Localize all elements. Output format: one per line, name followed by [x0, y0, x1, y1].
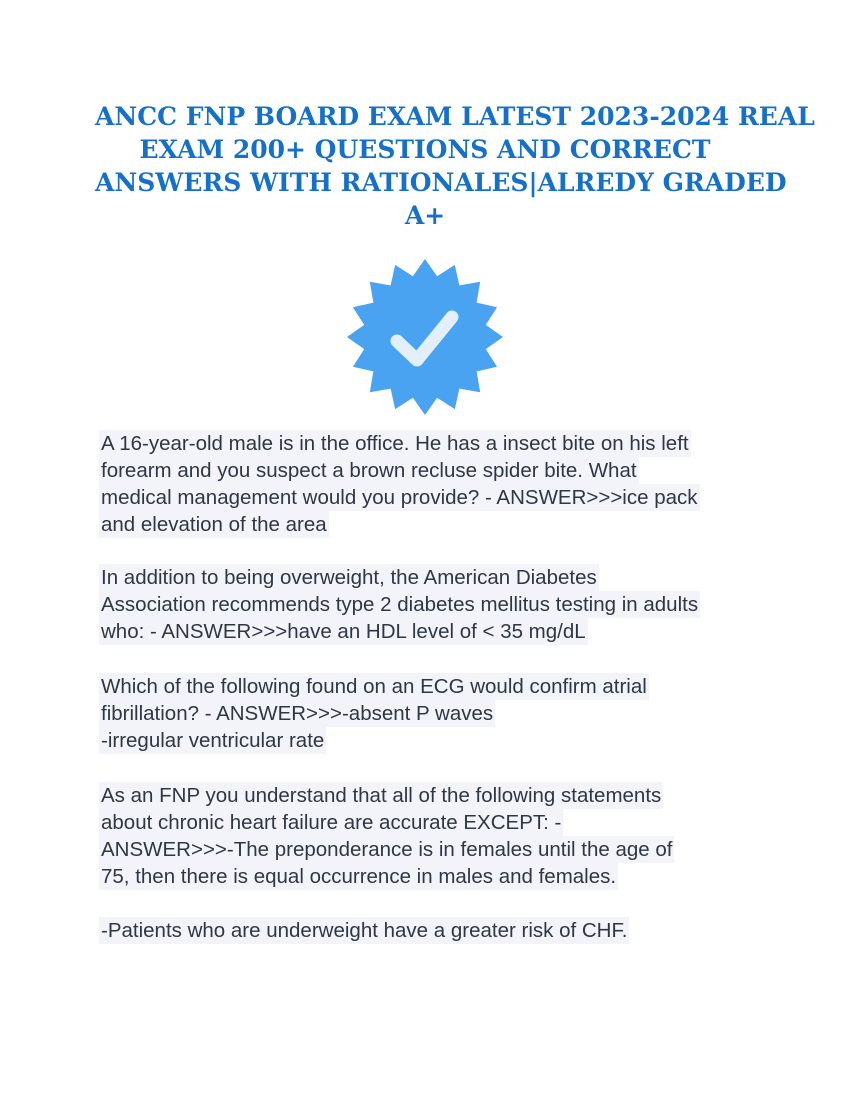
- qa-line: Association recommends type 2 diabetes mellitus testing in adults: [101, 593, 699, 616]
- qa-line: and elevation of the area: [101, 513, 327, 536]
- qa-line: As an FNP you understand that all of the following statements: [101, 784, 662, 807]
- qa-line: who: - ANSWER>>>have an HDL level of < 35 mg/dL: [101, 620, 586, 643]
- qa-line: about chronic heart failure are accurate EXCEPT: -: [101, 811, 562, 834]
- qa-line: medical management would you provide? - ANSWER>>>ice pack: [101, 486, 698, 509]
- document-title: [95, 100, 815, 232]
- qa-line: fibrillation? - ANSWER>>>-absent P waves: [101, 702, 494, 725]
- qa-line: -Patients who are underweight have a greater risk of CHF.: [101, 919, 628, 942]
- qa-line: In addition to being overweight, the American Diabetes: [101, 566, 597, 589]
- title-line: A+: [404, 201, 446, 230]
- qa-line: -irregular ventricular rate: [101, 729, 325, 752]
- qa-line: forearm and you suspect a brown recluse spider bite. What: [101, 459, 637, 482]
- qa-line: ANSWER>>>-The preponderance is in females until the age of: [101, 838, 673, 861]
- verified-check-badge-icon: [340, 250, 510, 420]
- qa-block: [99, 782, 759, 890]
- qa-line: A 16-year-old male is in the office. He has a insect bite on his left: [101, 432, 689, 455]
- qa-line: Which of the following found on an ECG would confirm atrial: [101, 675, 647, 698]
- qa-block: [99, 564, 759, 645]
- title-line: EXAM 200+ QUESTIONS AND CORRECT: [139, 135, 711, 164]
- qa-block: [99, 430, 759, 538]
- qa-block: [99, 673, 759, 754]
- title-line: ANSWERS WITH RATIONALES|ALREDY GRADED: [95, 168, 787, 197]
- title-line: ANCC FNP BOARD EXAM LATEST 2023-2024 REAL: [95, 102, 815, 131]
- qa-line: 75, then there is equal occurrence in males and females.: [101, 865, 617, 888]
- qa-block: [99, 917, 759, 944]
